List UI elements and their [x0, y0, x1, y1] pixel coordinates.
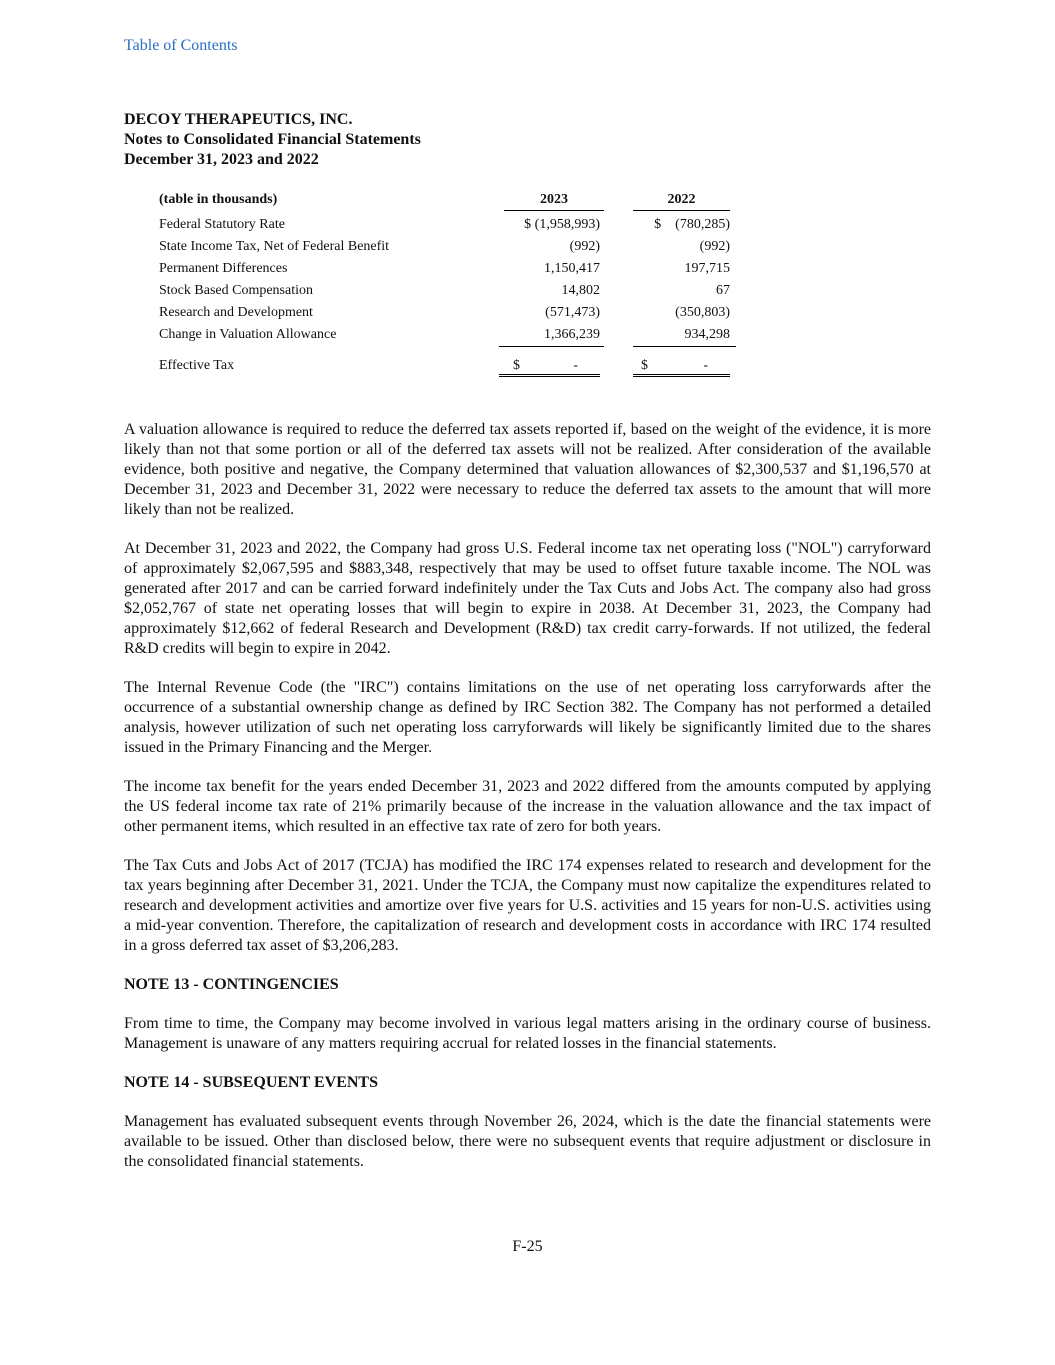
- row-label: Effective Tax: [159, 358, 235, 373]
- table-caption: (table in thousands): [159, 192, 278, 207]
- value-2022: 934,298: [633, 324, 736, 347]
- income-tax-benefit-paragraph: The income tax benefit for the years ended December 31, 2023 and 2022 differed from the amounts computed by applying the US federal income tax rate of 21% primarily because of the increase in the valuation allowance and the tax impact of other permanent items, which resulted in an effective tax rate of zero for both years.: [124, 778, 931, 835]
- valuation-allowance-paragraph: A valuation allowance is required to reduce the deferred tax assets reported if, based on the weight of the evidence, it is more likely than not that some portion or all of the deferred tax assets will not be realized. After consideration of the available evidence, both positive and negative, the Company determined that valuation allowances of $2,300,537 and $1,196,570 at December 31, 2023 and December 31, 2022 were necessary to reduce the deferred tax assets to the amount that will more likely than not be realized.: [124, 421, 931, 518]
- column-header-2023: 2023: [504, 190, 604, 211]
- value-2022: 67: [716, 283, 730, 298]
- company-name: DECOY THERAPEUTICS, INC.: [124, 111, 353, 128]
- table-row: [159, 280, 734, 302]
- effective-tax-row: [159, 355, 734, 377]
- dash: -: [573, 358, 578, 373]
- statement-subtitle: Notes to Consolidated Financial Statements: [124, 131, 421, 148]
- nol-paragraph: At December 31, 2023 and 2022, the Company had gross U.S. Federal income tax net operating loss ("NOL") carryforward of approximately $2,067,595 and $883,348, respectively that may be used to offset future taxable income. The NOL was generated after 2017 and can be carried forward indefinitely under the Tax Cuts and Jobs Act. The company also had gross $2,052,767 of state net operating losses that will begin to expire in 2038. At December 31, 2023, the Company had approximately $12,662 of federal Research and Development (R&D) tax credit carry-forwards. If not utilized, the federal R&D credits will begin to expire in 2042.: [124, 540, 931, 657]
- value-2023: (992): [569, 239, 600, 254]
- tax-reconciliation-table: [159, 190, 734, 377]
- table-row: [159, 236, 734, 258]
- dollar-sign: $: [641, 358, 648, 373]
- note-13-text: From time to time, the Company may become involved in various legal matters arising in the ordinary course of business. Management is unaware of any matters requiring accrual for related losses in the financial statements.: [124, 1015, 931, 1052]
- note-13-heading: NOTE 13 - CONTINGENCIES: [124, 976, 339, 993]
- value-2023: 14,802: [561, 283, 600, 298]
- table-header-row: [159, 190, 734, 210]
- notes-body: [124, 420, 931, 1191]
- irc-limitations-paragraph: The Internal Revenue Code (the "IRC") contains limitations on the use of net operating loss carryforwards after the occurrence of a substantial ownership change as defined by IRC Section 382. The Company has not performed a detailed analysis, however utilization of such net operating loss carryforwards will likely be significantly limited due to the shares issued in the Primary Financing and the Merger.: [124, 679, 931, 756]
- effective-tax-2023: [499, 355, 600, 377]
- row-label: Federal Statutory Rate: [159, 217, 285, 232]
- table-row: [159, 258, 734, 280]
- table-row: [159, 302, 734, 324]
- page-number: F-25: [512, 1238, 543, 1255]
- row-label: Change in Valuation Allowance: [159, 327, 337, 342]
- table-of-contents-link[interactable]: Table of Contents: [124, 37, 238, 54]
- value-2023: (571,473): [545, 305, 600, 320]
- table-row: [159, 214, 734, 236]
- statement-period: December 31, 2023 and 2022: [124, 151, 319, 168]
- value-2023: 1,366,239: [499, 324, 604, 347]
- value-2022: (350,803): [675, 305, 730, 320]
- row-label: Permanent Differences: [159, 261, 288, 276]
- value-2022: (992): [699, 239, 730, 254]
- value-2023: 1,150,417: [544, 261, 600, 276]
- row-label: Stock Based Compensation: [159, 283, 313, 298]
- effective-tax-2022: [633, 355, 730, 377]
- table-row: [159, 324, 734, 346]
- note-14-heading: NOTE 14 - SUBSEQUENT EVENTS: [124, 1074, 378, 1091]
- column-header-2022: 2022: [633, 190, 730, 211]
- statement-header: [124, 110, 421, 170]
- dollar-sign: $: [513, 358, 520, 373]
- value-2022: $ (780,285): [654, 217, 730, 232]
- tcja-paragraph: The Tax Cuts and Jobs Act of 2017 (TCJA) has modified the IRC 174 expenses related to research and development for the tax years beginning after December 31, 2021. Under the TCJA, the Company must now capitalize the expenditures related to research and development activities and amortize over five years for U.S. activities and 15 years for non-U.S. activities using a mid-year convention. Therefore, the capitalization of research and development costs in accordance with IRC 174 resulted in a gross deferred tax asset of $3,206,283.: [124, 857, 931, 954]
- value-2023: $ (1,958,993): [524, 217, 600, 232]
- value-2022: 197,715: [684, 261, 730, 276]
- note-14-text: Management has evaluated subsequent events through November 26, 2024, which is the date the financial statements were available to be issued. Other than disclosed below, there were no subsequent events that require adjustment or disclosure in the consolidated financial statements.: [124, 1113, 931, 1170]
- row-label: State Income Tax, Net of Federal Benefit: [159, 239, 390, 254]
- dash: -: [703, 358, 708, 373]
- row-label: Research and Development: [159, 305, 313, 320]
